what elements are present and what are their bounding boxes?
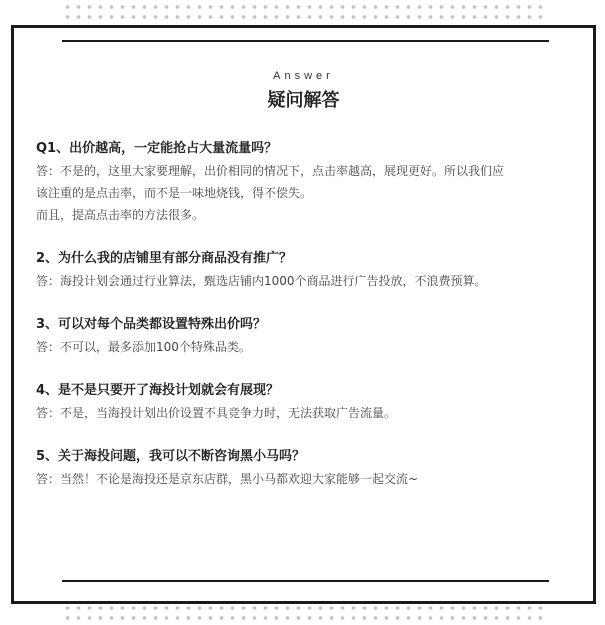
answer-1-line-1: 答：不是的，这里大家要理解，出价相同的情况下，点击率越高，展现更好。所以我们应 [36,164,505,178]
qa-item-5 [36,446,576,490]
answer-1-line-2: 该注重的是点击率，而不是一味地烧钱，得不偿失。 [36,186,313,200]
bottom-divider [62,580,549,582]
top-divider [62,40,549,42]
dot-pattern-bottom [62,603,546,623]
dot-pattern-top [62,2,546,22]
qa-item-2 [36,248,576,292]
question-4: 4、是不是只要开了海投计划就会有展现？ [36,383,280,398]
section-eyebrow: Answer [273,70,334,82]
answer-3-line-1: 答：不可以，最多添加100个特殊品类。 [36,340,251,354]
qa-item-4 [36,380,576,424]
qa-item-3 [36,314,576,358]
answer-5-line-1: 答：当然！不论是海投还是京东店群，黑小马都欢迎大家能够一起交流~ [36,472,419,486]
question-5: 5、关于海投问题，我可以不断咨询黑小马吗？ [36,449,306,464]
qa-list [36,138,576,512]
answer-1-line-3: 而且，提高点击率的方法很多。 [36,208,205,222]
question-1: Q1、出价越高，一定能抢占大量流量吗？ [36,141,278,156]
question-3: 3、可以对每个品类都设置特殊出价吗？ [36,317,267,332]
answer-4-line-1: 答：不是，当海投计划出价设置不具竞争力时，无法获取广告流量。 [36,406,397,420]
question-2: 2、为什么我的店铺里有部分商品没有推广？ [36,251,293,266]
answer-2-line-1: 答：海投计划会通过行业算法，甄选店铺内1000个商品进行广告投放，不浪费预算。 [36,274,487,288]
qa-item-1 [36,138,576,226]
page-title: 疑问解答 [267,90,340,111]
qa-card [11,25,596,604]
